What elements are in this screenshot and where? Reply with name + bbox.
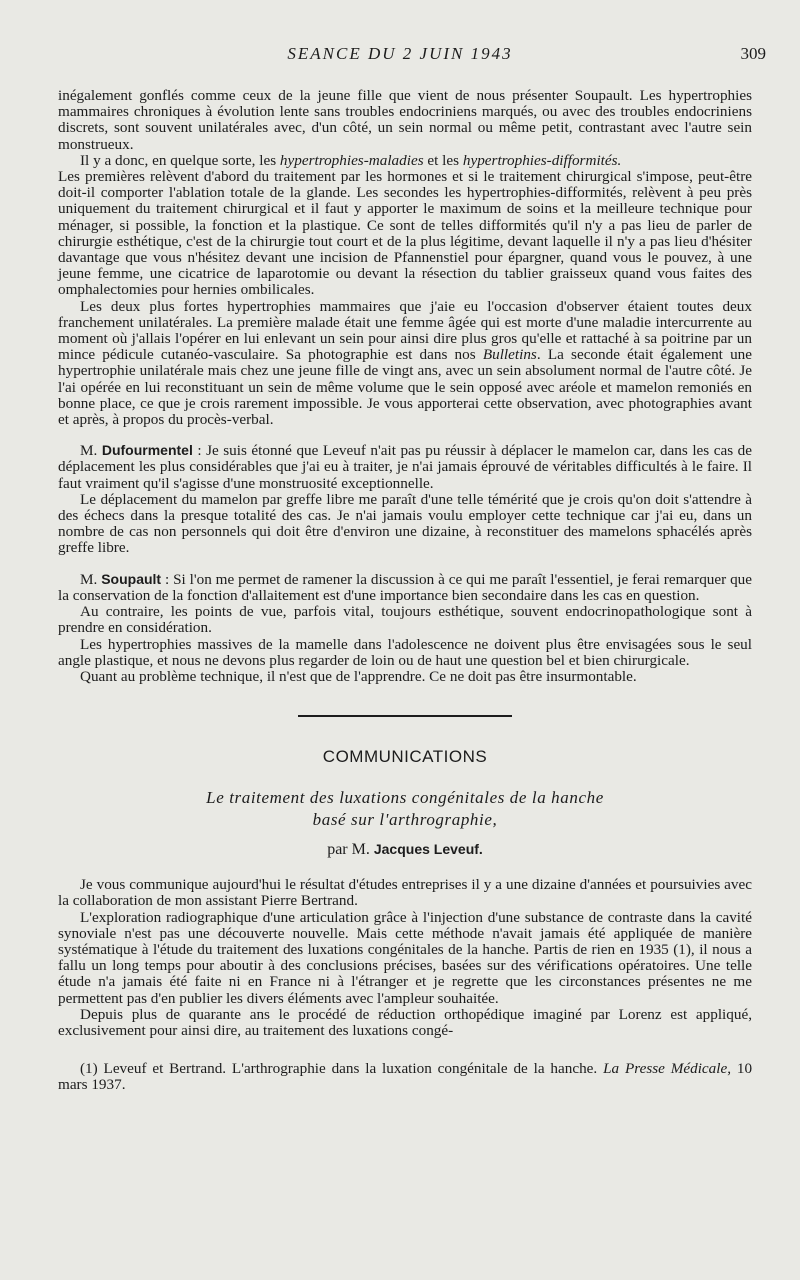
section-divider: [298, 715, 512, 717]
speaker-name: Soupault: [101, 570, 162, 587]
discussion-paragraph: [58, 299, 752, 429]
discussion-paragraph: Les premières relèvent d'abord du traitement par les hormones et si le traitement chirurgical s'impose, peut-être doit-il comporter l'ablation totale de la glande. Les secondes les hypertrophies-difformités, relèvent à peu près uniquement du traitement chirurgical et il faut y apporter le maximum de soins et la meilleure technique pour ménager, si possible, la fonction et la plastique. Ce sont de telles difformités qu'il n'y a pas lieu de parler de chirurgie esthétique, c'est de la chirurgie tout court et de la plus légitime, devant laquelle il n'y a pas lieu d'hésiter davantage que vous n'hésitez devant une incision de Pfannenstiel pour épargner, quand vous le pouvez, à une jeune femme, une cicatrice de laparotomie ou devant la résection du tablier graisseux quand vous faites des omphalectomies pour hernies ombilicales.: [58, 168, 752, 299]
discussion-paragraph: Au contraire, les points de vue, parfois vital, toujours esthétique, souvent endocrinopathologique sont à prendre en considération.: [58, 603, 752, 637]
text-run: , 10 mars 1937.: [58, 1060, 753, 1094]
discussion-paragraph: inégalement gonflés comme ceux de la jeune fille que vient de nous présenter Soupault. Les hypertrophies mammaires chroniques à évolution lente sans troubles endocriniens marqués, ou avec des troubles endocriniens discrets, sont souvent unilatérales avec, d'un côté, un sein normal ou même petit, contrastant avec l'autre sein monstrueux.: [58, 87, 752, 153]
journal-name: La Presse Médicale: [603, 1060, 728, 1078]
speaker-paragraph: [58, 442, 752, 492]
article-body: [58, 877, 752, 1039]
section-heading: COMMUNICATIONS: [322, 747, 488, 767]
speaker-paragraph: [58, 571, 752, 604]
emphasis: hypertrophies-maladies: [279, 151, 424, 169]
emphasis: Bulletins: [482, 346, 537, 364]
article-paragraph: Depuis plus de quarante ans le procédé de réduction orthopédique imaginé par Lorenz est appliqué, exclusivement pour ainsi dire, au traitement des luxations congé-: [58, 1005, 752, 1039]
byline: [58, 841, 752, 859]
text-run: Les deux plus fortes hypertrophies mammaires que j'aie eu l'occasion d'observer étaient toutes deux franchement unilatérales. La première malade était une femme âgée qui est morte d'une maladie intercurrente au moment où j'allais l'opérer en lui enlevant un sein pour ainsi dire plus gros qu'elle et rattaché à sa poitrine par un mince pédicule cutanéo-vasculaire. Sa photographie est dans nos: [58, 297, 752, 364]
discussion-paragraph: [58, 153, 752, 169]
emphasis: hypertrophies-difformités.: [462, 151, 622, 169]
running-title: SEANCE DU 2 JUIN 1943: [287, 44, 513, 63]
text-run: M.: [80, 442, 102, 460]
footnote: [58, 1061, 752, 1093]
article-paragraph: Je vous communique aujourd'hui le résultat d'études entreprises il y a une dizaine d'années et poursuivies avec la collaboration de mon assistant Pierre Bertrand.: [58, 876, 752, 910]
text-run: . La seconde était également une hypertrophie unilatérale mais chez une jeune fille de vingt ans, avec un sein absolument normal de l'autre côté. Je l'ai opérée en lui reconstituant un sein de même volume que le sein opposé avec aréole et mamelon remoniés en bonne place, ce que je crois rarement impossible. Je vous apporterai cette observation, avec photographies avant et après, à propos du procès-verbal.: [58, 346, 752, 429]
discussion-paragraph: Le déplacement du mamelon par greffe libre me paraît d'une telle témérité que je crois qu'on doit s'attendre à des échecs dans la presque totalité des cas. Je n'ai jamais voulu employer cette technique car j'ai eu, dans un nombre de cas non personnels qui doit être d'environ une dizaine, à reconstituer des mamelons sphacélés après greffe libre.: [58, 490, 752, 557]
text-run: par M.: [327, 841, 374, 859]
page-header: [0, 44, 800, 66]
discussion-paragraph: Quant au problème technique, il n'est que de l'apprendre. Ce ne doit pas être insurmontable.: [80, 667, 637, 685]
text-run: M.: [80, 570, 102, 588]
footnote-paragraph: [58, 1061, 752, 1093]
text-run: : Si l'on me permet de ramener la discussion à ce qui me paraît l'essentiel, je ferai remarquer que la conservation de la fonction d'allaitement est d'une importance bien secondaire dans les cas en question.: [58, 570, 752, 604]
page-number: 309: [740, 44, 766, 63]
speaker-name: Dufourmentel: [101, 442, 193, 459]
article-paragraph: L'exploration radiographique d'une articulation grâce à l'injection d'une substance de contraste dans la cavité synoviale n'est pas une découverte nouvelle. Mais cette méthode n'avait jamais été appliquée de manière systématique à l'étude du traitement des luxations congénitales de la hanche. Partis de rien en 1935 (1), il nous a fallu un long temps pour aboutir à des conclusions précises, basées sur des vérifications opératoires. Une telle étude n'a jamais été faite ni en France ni à l'étranger et je regrette que les circonstances présentes ne me permettent pas d'en publier les divers éléments avec l'ampleur souhaitée.: [58, 908, 752, 1007]
text-run: : Je suis étonné que Leveuf n'ait pas pu réussir à déplacer le mamelon car, dans les cas de déplacement les plus considérables que j'ai eu à traiter, je n'ai jamais éprouvé de véritables difficultés à le faire. Il faut vraiment qu'il s'agisse d'une monstruosité exceptionnelle.: [58, 442, 752, 492]
page-body: [58, 88, 752, 1094]
article-title-line: Le traitement des luxations congénitales de la hanche: [206, 788, 604, 808]
author-name: Jacques Leveuf.: [373, 841, 483, 858]
article-title-line: basé sur l'arthrographie,: [312, 810, 498, 830]
article-title: [58, 787, 752, 831]
text-run: Il y a donc, en quelque sorte, les: [80, 151, 280, 169]
text-run: (1) Leveuf et Bertrand. L'arthrographie dans la luxation congénitale de la hanche.: [80, 1060, 598, 1078]
discussion-paragraph: Les hypertrophies massives de la mamelle dans l'adolescence ne doivent plus être envisagées sous le seul angle plastique, et nous ne devons plus regarder de loin ou de haut une question bel et bien chirurgicale.: [58, 635, 752, 669]
text-run: et les: [423, 151, 463, 169]
